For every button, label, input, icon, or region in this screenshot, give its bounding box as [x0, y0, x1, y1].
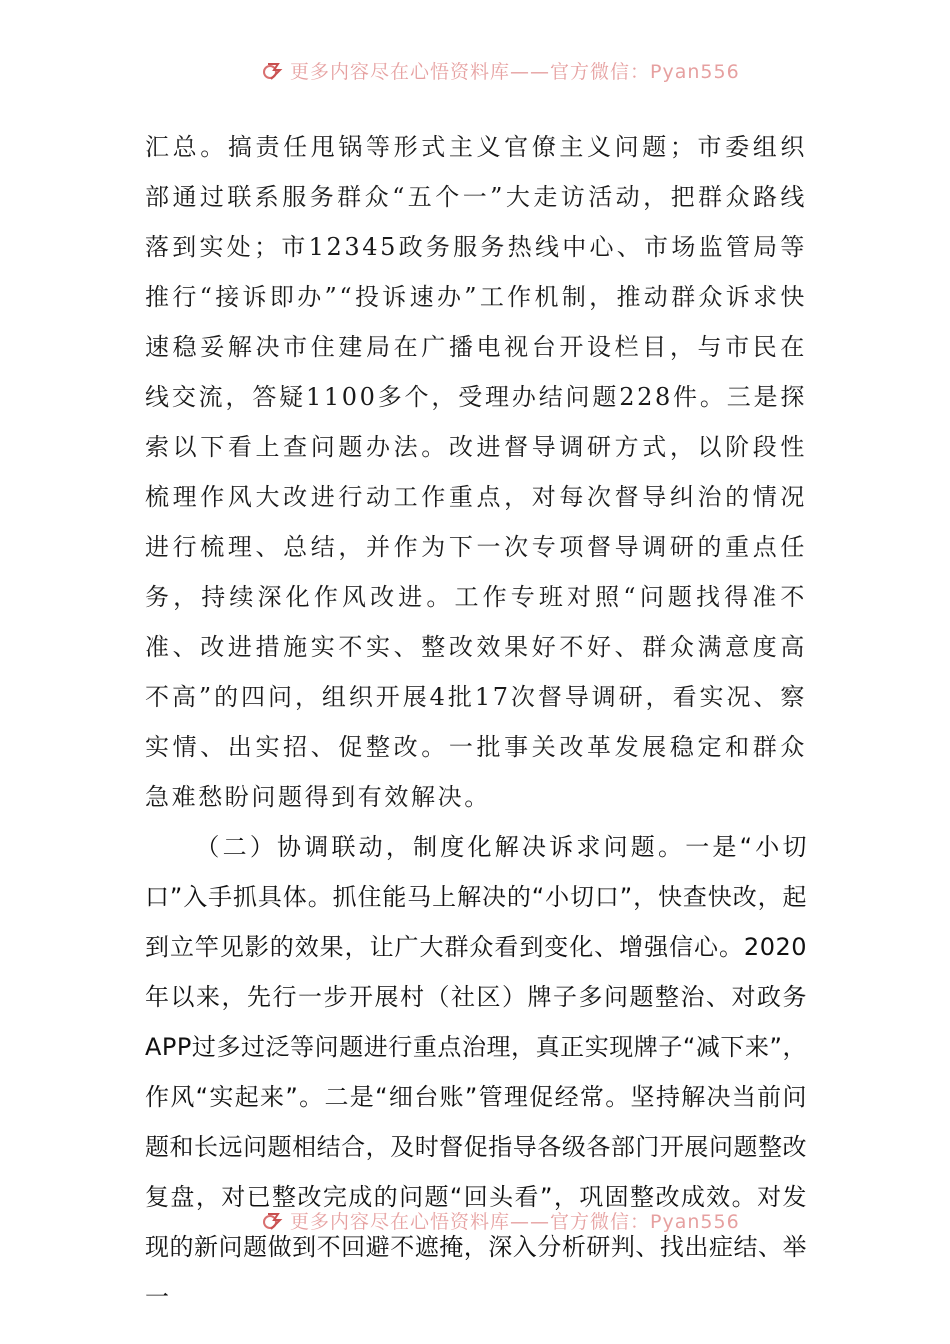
logo-icon — [262, 1209, 284, 1231]
watermark-text: 更多内容尽在心悟资料库——官方微信：Pyan556 — [290, 1210, 740, 1233]
document-body — [145, 122, 807, 1322]
header-watermark — [262, 56, 742, 84]
footer-watermark — [262, 1206, 742, 1234]
paragraph-2: （二）协调联动，制度化解决诉求问题。一是“小切口”入手抓具体。抓住能马上解决的“小切口”，快查快改，起到立竿见影的效果，让广大群众看到变化、增强信心。2020年以来，先行一步开展村（社区）牌子多问题整治、对政务APP过多过泛等问题进行重点治理，真正实现牌子“减下来”，作风“实起来”。二是“细台账”管理促经常。坚持解决当前问题和长远问题相结合，及时督促指导各级各部门开展问题整改复盘，对已整改完成的问题“回头看”，巩固整改成效。对发现的新问题做到不回避不遮掩，深入分析研判、找出症结、举一 — [145, 833, 807, 1311]
paragraph-1: 汇总。搞责任甩锅等形式主义官僚主义问题；市委组织部通过联系服务群众“五个一”大走访活动，把群众路线落到实处；市12345政务服务热线中心、市场监管局等推行“接诉即办”“投诉速办”工作机制，推动群众诉求快速稳妥解决市住建局在广播电视台开设栏目，与市民在线交流，答疑1100多个，受理办结问题228件。三是探索以下看上查问题办法。改进督导调研方式，以阶段性梳理作风大改进行动工作重点，对每次督导纠治的情况进行梳理、总结，并作为下一次专项督导调研的重点任务，持续深化作风改进。工作专班对照“问题找得准不准、改进措施实不实、整改效果好不好、群众满意度高不高”的四问，组织开展4批17次督导调研，看实况、察实情、出实招、促整改。一批事关改革发展稳定和群众急难愁盼问题得到有效解决。 — [145, 133, 807, 811]
watermark-text: 更多内容尽在心悟资料库——官方微信：Pyan556 — [290, 60, 740, 83]
logo-icon — [262, 59, 284, 81]
